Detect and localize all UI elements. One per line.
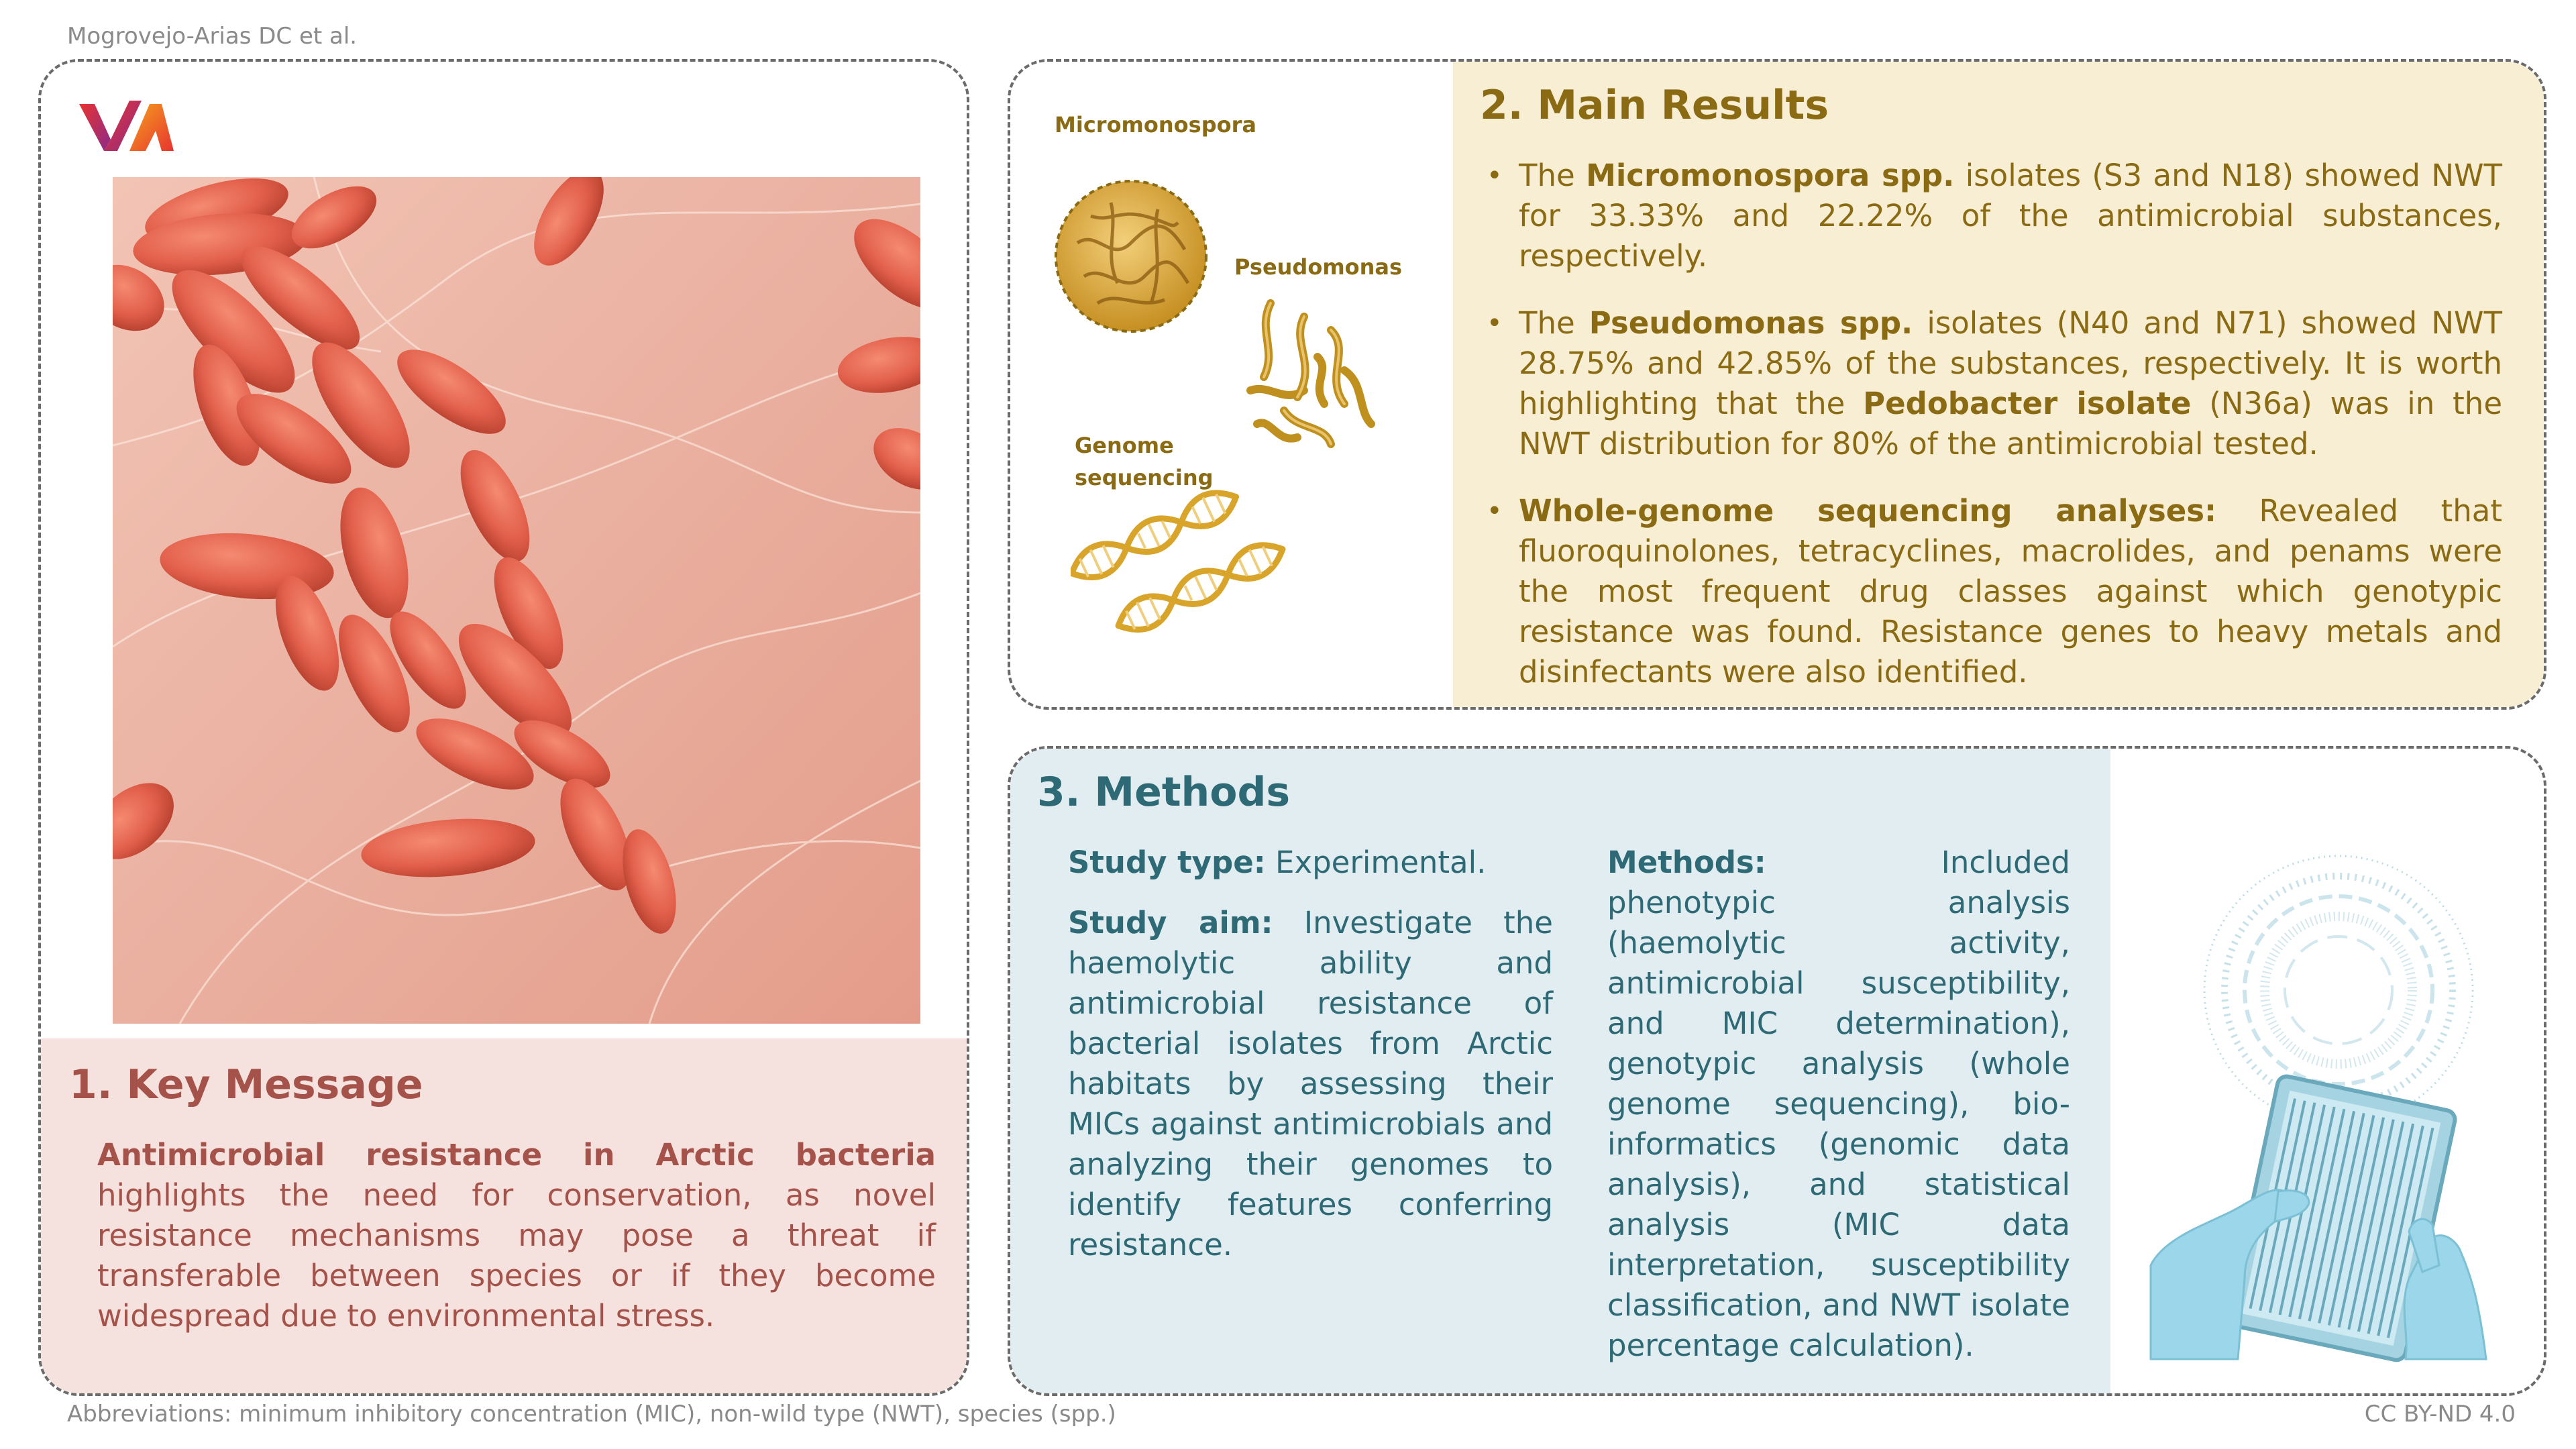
journal-logo <box>76 94 176 154</box>
genome-tablet-illustration <box>2144 836 2520 1366</box>
methods-description <box>1607 843 2070 1366</box>
study-type-label: Study type: <box>1068 845 1266 880</box>
key-message-body: highlights the need for conservation, as novel resistance mechanisms may pose a threat if transferable between species or if they become widespread due to environmental stress. <box>97 1177 936 1334</box>
main-results-list <box>1480 156 2502 710</box>
result-item <box>1480 156 2502 276</box>
result-text: isolates (S3 and N18) showed NWT for 33.33% and 22.22% of the antimicrobial substances, respectively. <box>1519 158 2503 274</box>
result-item <box>1480 491 2502 692</box>
result-bold: Pedobacter isolate <box>1863 386 2192 421</box>
study-aim-label: Study aim: <box>1068 905 1273 941</box>
genome-label-line1: Genome <box>1075 433 1174 458</box>
study-aim-value: Investigate the haemolytic ability and antimicrobial resistance of bacterial isolates from Arctic habitats by assessing their MICs against antimicrobials and analyzing their genomes to identify features conferring resistance. <box>1068 905 1553 1263</box>
key-message-bold: Antimicrobial resistance in Arctic bacteria <box>97 1137 936 1173</box>
result-item <box>1480 303 2502 464</box>
key-message-panel <box>38 59 969 1396</box>
methods-title: 3. Methods <box>1037 769 1291 816</box>
key-message-title: 1. Key Message <box>69 1061 423 1108</box>
author-credit: Mogrovejo-Arias DC et al. <box>67 23 358 50</box>
bacteria-illustration <box>113 177 920 1024</box>
main-results-title: 2. Main Results <box>1480 82 1829 129</box>
micromonospora-label: Micromonospora <box>1055 112 1256 138</box>
pseudomonas-icon <box>1230 290 1385 464</box>
result-text: Revealed that fluoroquinolones, tetracyclines, macrolides, and penams were the most frequent drug classes against which genotypic resistance was found. Resistance genes to heavy metals and disinfectants were also identified. <box>1519 493 2502 690</box>
main-results-panel <box>1008 59 2546 710</box>
methods-right-column <box>1607 843 2070 1366</box>
abbreviations-note: Abbreviations: minimum inhibitory concentration (MIC), non-wild type (NWT), species (spp.) <box>67 1401 1116 1428</box>
result-text: (N36a) was in the NWT distribution for 80% of the antimicrobial tested. <box>1519 386 2503 462</box>
study-type <box>1068 843 1553 883</box>
methods-left-column <box>1068 843 1553 1285</box>
result-bold: Whole-genome sequencing analyses: <box>1519 493 2217 529</box>
study-aim <box>1068 903 1553 1265</box>
license-note: CC BY-ND 4.0 <box>2364 1401 2516 1428</box>
methods-panel <box>1008 746 2546 1396</box>
study-type-value: Experimental. <box>1265 845 1487 880</box>
pseudomonas-label: Pseudomonas <box>1234 254 1403 280</box>
micromonospora-icon <box>1051 176 1212 337</box>
result-bold: Micromonospora spp. <box>1586 158 1955 193</box>
result-text: The <box>1519 305 1589 341</box>
key-message-text <box>97 1135 936 1336</box>
dna-helix-icon <box>1071 464 1299 659</box>
genome-label-line2: sequencing <box>1075 465 1214 490</box>
result-text: isolates (N40 and N71) showed NWT 28.75% and 42.85% of the substances, respectively. It is worth highlighting that the <box>1519 305 2502 421</box>
result-text: The <box>1519 158 1587 193</box>
methods-label: Methods: <box>1607 845 1766 880</box>
methods-value: Included phenotypic analysis (haemolytic activity, antimicrobial susceptibility, and MIC determination), genotypic analysis (whole genome sequencing), bio-informatics (genomic data analysis), and statistical analysis (MIC data interpretation, susceptibility classification, and NWT isolate percentage calculation). <box>1607 845 2070 1363</box>
result-bold: Pseudomonas spp. <box>1589 305 1913 341</box>
